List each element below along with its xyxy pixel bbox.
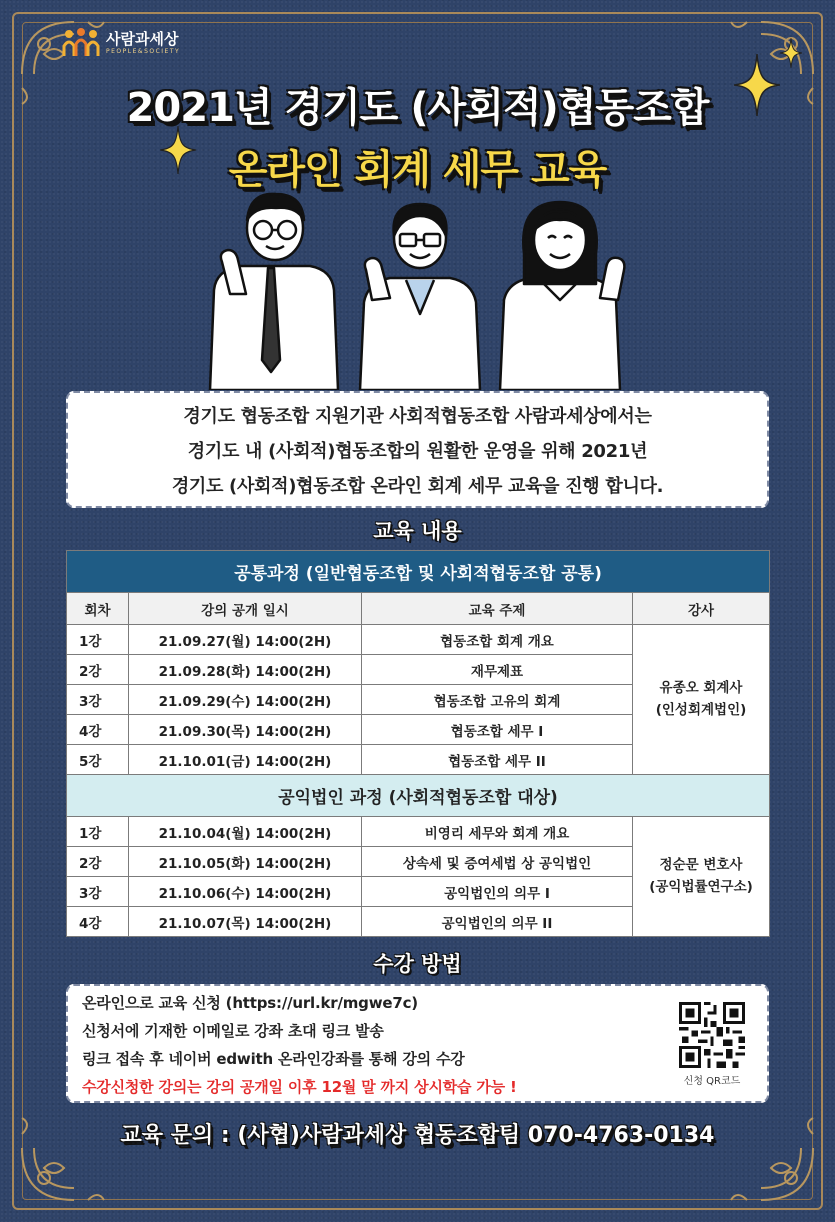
- lecture-topic: 공익법인의 의무 II: [362, 907, 633, 937]
- instructor-affiliation: (공익법률연구소): [649, 878, 753, 895]
- lecture-date: 21.09.27(월) 14:00(2H): [129, 625, 362, 655]
- lecture-number: 2강: [67, 655, 129, 685]
- group-title-public-interest: 공익법인 과정 (사회적협동조합 대상): [67, 775, 770, 817]
- how-section-title: 수강 방법: [373, 952, 462, 976]
- lecture-date: 21.09.30(목) 14:00(2H): [129, 715, 362, 745]
- intro-line: 경기도 협동조합 지원기관 사회적협동조합 사람과세상에서는: [183, 405, 652, 427]
- instructor-name: 정순문 변호사: [659, 856, 743, 873]
- instructor-cell: [633, 625, 770, 775]
- column-header-topic: 교육 주제: [362, 593, 633, 625]
- instructor-cell: [633, 817, 770, 937]
- table-row: [67, 625, 770, 655]
- lecture-topic: 협동조합 세무 I: [362, 715, 633, 745]
- lecture-date: 21.10.04(월) 14:00(2H): [129, 817, 362, 847]
- lecture-topic: 공익법인의 의무 I: [362, 877, 633, 907]
- group-title-common: 공통과정 (일반협동조합 및 사회적협동조합 공통): [67, 551, 770, 593]
- lecture-number: 3강: [67, 685, 129, 715]
- page-subtitle: 온라인 회계 세무 교육: [228, 147, 607, 193]
- lecture-topic: 재무제표: [362, 655, 633, 685]
- how-line-apply: 온라인으로 교육 신청 (https://url.kr/mgwe7c): [82, 994, 418, 1012]
- lecture-topic: 협동조합 회계 개요: [362, 625, 633, 655]
- how-line-access: 링크 접속 후 네이버 edwith 온라인강좌를 통해 강의 수강: [82, 1050, 465, 1068]
- people-illustration: [200, 190, 640, 390]
- people-logo-icon: [62, 28, 100, 58]
- how-line-notice: 수강신청한 강의는 강의 공개일 이후 12월 말 까지 상시학습 가능 !: [82, 1078, 517, 1096]
- logo-subtitle: PEOPLE&SOCIETY: [106, 47, 181, 55]
- lecture-date: 21.10.06(수) 14:00(2H): [129, 877, 362, 907]
- column-header-no: 회차: [67, 593, 129, 625]
- lecture-topic: 협동조합 고유의 회계: [362, 685, 633, 715]
- page-title: 2021년 경기도 (사회적)협동조합: [126, 85, 709, 131]
- lecture-number: 3강: [67, 877, 129, 907]
- lecture-topic: 협동조합 세무 II: [362, 745, 633, 775]
- how-line-invite: 신청서에 기재한 이메일로 강좌 초대 링크 발송: [82, 1022, 384, 1040]
- organization-logo: [62, 28, 180, 58]
- lecture-date: 21.10.05(화) 14:00(2H): [129, 847, 362, 877]
- lecture-number: 5강: [67, 745, 129, 775]
- intro-line: 경기도 (사회적)협동조합 온라인 회계 세무 교육을 진행 합니다.: [171, 475, 664, 497]
- schedule-table: [66, 550, 770, 937]
- instructor-affiliation: (인성회계법인): [655, 701, 747, 718]
- intro-box: [66, 391, 769, 508]
- lecture-date: 21.10.07(목) 14:00(2H): [129, 907, 362, 937]
- lecture-date: 21.09.28(화) 14:00(2H): [129, 655, 362, 685]
- lecture-number: 4강: [67, 907, 129, 937]
- instructor-name: 유종오 회계사: [659, 679, 743, 696]
- lecture-date: 21.10.01(금) 14:00(2H): [129, 745, 362, 775]
- lecture-date: 21.09.29(수) 14:00(2H): [129, 685, 362, 715]
- logo-name: 사람과세상: [106, 29, 179, 48]
- table-header-row: [67, 593, 770, 625]
- contact-info: 교육 문의 : (사협)사람과세상 협동조합팀 070-4763-0134: [120, 1123, 715, 1148]
- intro-line: 경기도 내 (사회적)협동조합의 원활한 운영을 위해 2021년: [187, 440, 648, 462]
- qr-code-label: 신청 QR코드: [683, 1076, 741, 1087]
- lecture-topic: 상속세 및 증여세법 상 공익법인: [362, 847, 633, 877]
- sparkle-icon-small: [780, 38, 802, 68]
- content-section-title: 교육 내용: [373, 519, 462, 543]
- lecture-topic: 비영리 세무와 회계 개요: [362, 817, 633, 847]
- table-row: [67, 817, 770, 847]
- how-to-box: [66, 984, 769, 1103]
- column-header-date: 강의 공개 일시: [129, 593, 362, 625]
- qr-code-icon: [679, 1002, 745, 1068]
- lecture-number: 4강: [67, 715, 129, 745]
- column-header-instructor: 강사: [633, 593, 770, 625]
- lecture-number: 1강: [67, 625, 129, 655]
- lecture-number: 1강: [67, 817, 129, 847]
- lecture-number: 2강: [67, 847, 129, 877]
